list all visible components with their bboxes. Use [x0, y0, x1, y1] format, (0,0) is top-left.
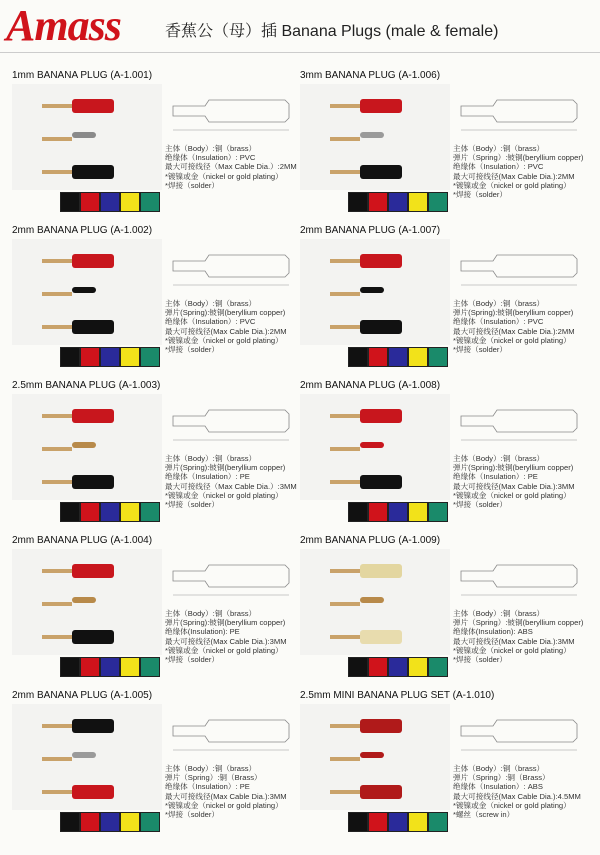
product-photo	[300, 239, 450, 345]
color-swatch	[60, 812, 80, 832]
color-swatches	[348, 347, 448, 367]
color-swatch	[408, 657, 428, 677]
spec-line: 最大可接线径(Max Cable Dia.):4.5MM	[453, 791, 581, 801]
spec-line: *焊接（solder）	[453, 655, 508, 665]
color-swatch	[120, 347, 140, 367]
product-title: 1mm BANANA PLUG (A-1.001)	[12, 70, 153, 81]
spec-line: 绝缘体（Insulation）: PVC	[165, 153, 256, 163]
color-swatch	[348, 657, 368, 677]
spec-line: *镀镍或金（nickel or gold plating）	[165, 335, 283, 345]
product-photo	[300, 394, 450, 500]
brand-logo: Amass	[6, 1, 121, 50]
color-swatch	[80, 657, 100, 677]
spec-line: *焊接（solder）	[165, 500, 220, 510]
spec-line: *镀镍或金（nickel or gold plating）	[165, 171, 283, 181]
color-swatch	[408, 347, 428, 367]
product-title: 2mm BANANA PLUG (A-1.008)	[300, 380, 441, 391]
product-photo	[12, 84, 162, 190]
spec-line: 绝缘体(Insulation): PE	[165, 627, 240, 637]
spec-line: 主体（Body）:铜（brass）	[453, 454, 545, 463]
spec-line: 主体（Body）:铜（brass）	[165, 454, 257, 463]
plug-pin	[42, 790, 72, 794]
plug-pin	[330, 635, 360, 639]
color-swatch	[368, 812, 388, 832]
product-photo	[12, 704, 162, 810]
product-card	[288, 225, 588, 379]
spec-line: 最大可接线径(Max Cable Dia.):2MM	[453, 171, 575, 181]
product-card	[0, 70, 300, 224]
plug-body	[72, 719, 114, 733]
color-swatches	[348, 502, 448, 522]
color-swatch	[368, 502, 388, 522]
spec-list	[165, 144, 297, 190]
spec-line: *镀镍或金（nickel or gold plating）	[453, 335, 571, 345]
spec-line: 弹片(Spring):铍铜(beryllium copper)	[453, 463, 574, 473]
spec-line: 绝缘体（Insulation）: PVC	[453, 317, 544, 327]
color-swatch	[100, 812, 120, 832]
plug-body	[72, 597, 96, 603]
color-swatch	[428, 347, 448, 367]
spec-line: *镀镍或金（nickel or gold plating）	[453, 645, 571, 655]
color-swatch	[428, 657, 448, 677]
plug-pin	[42, 480, 72, 484]
spec-line: *焊接（solder）	[165, 345, 220, 355]
color-swatch	[120, 812, 140, 832]
spec-line: *镀镍或金（nickel or gold plating）	[453, 800, 571, 810]
plug-pin	[42, 635, 72, 639]
plug-pin	[42, 104, 72, 108]
product-photo	[300, 704, 450, 810]
spec-line: 主体（Body）:铜（brass）	[165, 144, 257, 153]
plug-body	[360, 99, 402, 113]
plug-body	[360, 719, 402, 733]
plug-body	[72, 165, 114, 179]
color-swatches	[60, 812, 160, 832]
technical-drawing	[165, 394, 295, 450]
plug-pin	[42, 569, 72, 573]
spec-line: 最大可接线径（Max Cable Dia.）:3MM	[165, 481, 297, 491]
plug-body	[72, 785, 114, 799]
plug-pin	[330, 724, 360, 728]
spec-line: 绝缘体（Insulation）: PE	[165, 782, 250, 792]
color-swatch	[80, 812, 100, 832]
plug-pin	[42, 170, 72, 174]
spec-list	[165, 299, 287, 354]
color-swatch	[80, 347, 100, 367]
plug-body	[360, 165, 402, 179]
plug-body	[360, 630, 402, 644]
plug-body	[72, 564, 114, 578]
color-swatch	[120, 657, 140, 677]
product-card	[288, 380, 588, 534]
spec-line: 最大可接线径(Max Cable Dia.):2MM	[453, 326, 575, 336]
spec-line: 主体（Body）:铜（brass）	[165, 299, 257, 308]
spec-list	[165, 454, 297, 509]
color-swatch	[100, 502, 120, 522]
color-swatch	[60, 192, 80, 212]
spec-list	[453, 454, 575, 509]
product-card	[0, 225, 300, 379]
spec-line: 弹片(Spring):铍铜(beryllium copper)	[165, 618, 286, 628]
header-divider	[0, 52, 600, 53]
plug-pin	[330, 137, 360, 141]
color-swatch	[120, 192, 140, 212]
color-swatch	[100, 192, 120, 212]
spec-line: 弹片(Spring):铍铜(beryllium copper)	[165, 308, 286, 318]
spec-line: 主体（Body）:铜（brass）	[453, 144, 545, 153]
spec-line: 主体（Body）:铜（brass）	[453, 764, 545, 773]
plug-pin	[330, 414, 360, 418]
plug-body	[360, 564, 402, 578]
product-card	[288, 535, 588, 689]
technical-drawing	[165, 549, 295, 605]
spec-line: 绝缘体(Insulation): ABS	[453, 627, 533, 637]
product-title: 2.5mm MINI BANANA PLUG SET (A-1.010)	[300, 690, 495, 701]
product-card	[0, 690, 300, 844]
plug-pin	[42, 602, 72, 606]
product-card	[288, 690, 588, 844]
color-swatch	[408, 502, 428, 522]
color-swatch	[388, 657, 408, 677]
spec-line: 弹片（Spring）:铜（Brass）	[165, 773, 262, 783]
page-title: 香蕉公（母）插 Banana Plugs (male & female)	[165, 23, 499, 40]
spec-line: 主体（Body）:铜（brass）	[165, 764, 257, 773]
spec-line: 弹片(Spring):铍铜(beryllium copper)	[453, 308, 574, 318]
plug-pin	[42, 259, 72, 263]
spec-list	[453, 764, 581, 819]
color-swatch	[80, 502, 100, 522]
technical-drawing	[453, 704, 583, 760]
product-photo	[300, 549, 450, 655]
spec-line: *焊接（solder）	[453, 345, 508, 355]
color-swatch	[428, 812, 448, 832]
spec-line: *镀镍或金（nickel or gold plating）	[165, 490, 283, 500]
color-swatch	[348, 192, 368, 212]
spec-line: 最大可接线径(Max Cable Dia.):3MM	[165, 636, 287, 646]
spec-line: 弹片(Spring):铍铜(beryllium copper)	[165, 463, 286, 473]
color-swatch	[140, 192, 160, 212]
plug-pin	[330, 292, 360, 296]
plug-pin	[330, 104, 360, 108]
plug-pin	[330, 569, 360, 573]
color-swatch	[368, 347, 388, 367]
spec-line: *螺丝（screw in）	[453, 810, 515, 820]
spec-line: 最大可接线径（Max Cable Dia.）:2MM	[165, 162, 297, 172]
plug-body	[72, 132, 96, 138]
spec-line: 最大可接线径(Max Cable Dia.):2MM	[165, 326, 287, 336]
plug-pin	[330, 325, 360, 329]
technical-drawing	[453, 394, 583, 450]
plug-pin	[42, 414, 72, 418]
product-title: 2mm BANANA PLUG (A-1.009)	[300, 535, 441, 546]
spec-line: 绝缘体（Insulation）: PVC	[165, 317, 256, 327]
color-swatch	[428, 502, 448, 522]
spec-line: 弹片（Spring）:铍铜(beryllium copper)	[453, 153, 584, 163]
color-swatch	[408, 192, 428, 212]
color-swatch	[388, 347, 408, 367]
color-swatch	[60, 347, 80, 367]
plug-pin	[42, 292, 72, 296]
spec-list	[453, 144, 583, 199]
color-swatches	[60, 657, 160, 677]
spec-line: 主体（Body）:铜（brass）	[453, 299, 545, 308]
product-card	[288, 70, 588, 224]
spec-line: *焊接（solder）	[165, 655, 220, 665]
color-swatch	[348, 347, 368, 367]
spec-line: 绝缘体（Insulation）: ABS	[453, 782, 543, 792]
product-photo	[12, 549, 162, 655]
plug-body	[360, 132, 384, 138]
plug-pin	[330, 790, 360, 794]
spec-line: *镀镍或金（nickel or gold plating）	[165, 800, 283, 810]
plug-body	[72, 409, 114, 423]
spec-list	[165, 764, 287, 819]
product-title: 2mm BANANA PLUG (A-1.007)	[300, 225, 441, 236]
technical-drawing	[453, 549, 583, 605]
color-swatches	[60, 502, 160, 522]
technical-drawing	[165, 704, 295, 760]
spec-list	[453, 609, 583, 664]
spec-line: *焊接（solder）	[165, 810, 220, 820]
spec-line: *焊接（solder）	[453, 500, 508, 510]
plug-pin	[330, 480, 360, 484]
product-title: 2mm BANANA PLUG (A-1.002)	[12, 225, 153, 236]
plug-body	[360, 254, 402, 268]
spec-line: *焊接（solder）	[165, 180, 220, 190]
plug-body	[72, 254, 114, 268]
color-swatch	[60, 657, 80, 677]
color-swatch	[408, 812, 428, 832]
color-swatches	[348, 812, 448, 832]
spec-line: 最大可接线径(Max Cable Dia.):3MM	[453, 636, 575, 646]
plug-body	[72, 475, 114, 489]
plug-body	[72, 99, 114, 113]
plug-body	[360, 409, 402, 423]
plug-body	[360, 785, 402, 799]
product-photo	[12, 239, 162, 345]
plug-body	[72, 287, 96, 293]
plug-body	[360, 287, 384, 293]
technical-drawing	[453, 239, 583, 295]
spec-line: 绝缘体（Insulation）: PE	[165, 472, 250, 482]
plug-body	[72, 442, 96, 448]
product-photo	[12, 394, 162, 500]
spec-line: 主体（Body）:铜（brass）	[453, 609, 545, 618]
spec-line: *镀镍或金（nickel or gold plating）	[453, 490, 571, 500]
spec-list	[165, 609, 287, 664]
plug-body	[72, 752, 96, 758]
plug-body	[72, 320, 114, 334]
technical-drawing	[453, 84, 583, 140]
spec-line: 弹片（Spring）:铍铜(beryllium copper)	[453, 618, 584, 628]
spec-line: *镀镍或金（nickel or gold plating）	[453, 180, 571, 190]
color-swatch	[140, 657, 160, 677]
color-swatches	[348, 192, 448, 212]
plug-pin	[42, 724, 72, 728]
color-swatch	[100, 347, 120, 367]
page-header	[0, 0, 600, 56]
color-swatch	[348, 502, 368, 522]
product-title: 2mm BANANA PLUG (A-1.005)	[12, 690, 153, 701]
color-swatches	[348, 657, 448, 677]
color-swatch	[60, 502, 80, 522]
plug-pin	[330, 447, 360, 451]
color-swatch	[120, 502, 140, 522]
technical-drawing	[165, 239, 295, 295]
color-swatch	[140, 347, 160, 367]
color-swatch	[80, 192, 100, 212]
color-swatch	[368, 192, 388, 212]
spec-line: *焊接（solder）	[453, 190, 508, 200]
spec-line: 最大可接线径(Max Cable Dia.):3MM	[165, 791, 287, 801]
plug-pin	[42, 325, 72, 329]
color-swatch	[388, 192, 408, 212]
plug-pin	[42, 447, 72, 451]
plug-pin	[330, 602, 360, 606]
color-swatch	[140, 812, 160, 832]
product-title: 2mm BANANA PLUG (A-1.004)	[12, 535, 153, 546]
color-swatch	[348, 812, 368, 832]
plug-pin	[42, 137, 72, 141]
color-swatch	[388, 812, 408, 832]
color-swatch	[428, 192, 448, 212]
plug-body	[72, 630, 114, 644]
color-swatch	[140, 502, 160, 522]
spec-line: 绝缘体（Insulation）: PVC	[453, 162, 544, 172]
plug-body	[360, 597, 384, 603]
color-swatch	[100, 657, 120, 677]
product-title: 2.5mm BANANA PLUG (A-1.003)	[12, 380, 161, 391]
spec-line: 主体（Body）:铜（brass）	[165, 609, 257, 618]
color-swatches	[60, 347, 160, 367]
color-swatch	[368, 657, 388, 677]
plug-pin	[330, 259, 360, 263]
spec-line: *镀镍或金（nickel or gold plating）	[165, 645, 283, 655]
spec-line: 最大可接线径(Max Cable Dia.):3MM	[453, 481, 575, 491]
plug-body	[360, 320, 402, 334]
plug-pin	[42, 757, 72, 761]
product-card	[0, 535, 300, 689]
plug-body	[360, 442, 384, 448]
product-card	[0, 380, 300, 534]
product-photo	[300, 84, 450, 190]
plug-pin	[330, 757, 360, 761]
spec-line: 绝缘体（Insulation）: PE	[453, 472, 538, 482]
plug-body	[360, 752, 384, 758]
spec-line: 弹片（Spring）:铜（Brass）	[453, 773, 550, 783]
plug-pin	[330, 170, 360, 174]
product-title: 3mm BANANA PLUG (A-1.006)	[300, 70, 441, 81]
spec-list	[453, 299, 575, 354]
color-swatches	[60, 192, 160, 212]
color-swatch	[388, 502, 408, 522]
technical-drawing	[165, 84, 295, 140]
plug-body	[360, 475, 402, 489]
